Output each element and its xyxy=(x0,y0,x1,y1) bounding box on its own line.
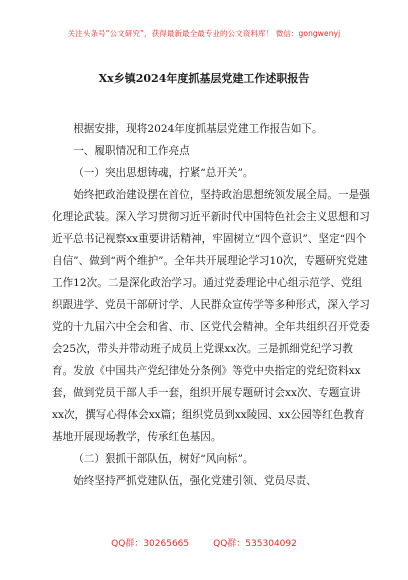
qq-group-1: QQ群：30265665 xyxy=(111,539,190,549)
subsection-heading-2: （二）狠抓干部队伍，树好“风向标”。 xyxy=(73,453,254,465)
document-body xyxy=(52,118,372,492)
qq-group-2: QQ群：535304092 xyxy=(213,539,297,549)
footer-qq-groups xyxy=(0,536,408,549)
subsection-heading-1: （一）突出思想铸魂，拧紧“总开关”。 xyxy=(73,167,254,179)
body-paragraph-1: 始终把政治建设摆在首位，坚持政治思想统领发展全局。一是强化理论武装。深入学习贯彻习近平新时代中国特色社会主义思想和习近平总书记视察xx重要讲话精神，牢固树立“四个意识”、坚定“四个自信”、做到“两个维护”。全年共开展理论学习10次，专题研究党建工作12次。二是深化政治学习。通过党委理论中心组示范学、党组织跟进学、党员干部研讨学、人民群众宣传学等多种形式，深入学习党的十九届六中全会和省、市、区党代会精神。全年共组织召开党委会25次，带头并带动班子成员上党课xx次。三是抓细党纪学习教育。发放《中国共产党纪律处分条例》等党中央指定的党纪资料xx套，做到党员干部人手一套，组织开展专题研讨会xx次、专题宣讲xx次，撰写心得体会xx篇；组织党员到xx陵园、xx公园等红色教育基地开展现场教学，传承红色基因。 xyxy=(52,189,370,443)
document-title: Xx乡镇2024年度抓基层党建工作述职报告 xyxy=(98,72,310,85)
header-notice: 关注头条号“公文研究”，获得最新最全最专业的公文资料库！ 微信：gongwenyj xyxy=(67,29,341,38)
section-heading-1: 一、履职情况和工作亮点 xyxy=(73,145,190,157)
intro-paragraph: 根据安排，现将2024年度抓基层党建工作报告如下。 xyxy=(73,123,323,135)
body-paragraph-2: 始终坚持严抓党建队伍，强化党建引领、党员尽责、 xyxy=(73,475,317,487)
